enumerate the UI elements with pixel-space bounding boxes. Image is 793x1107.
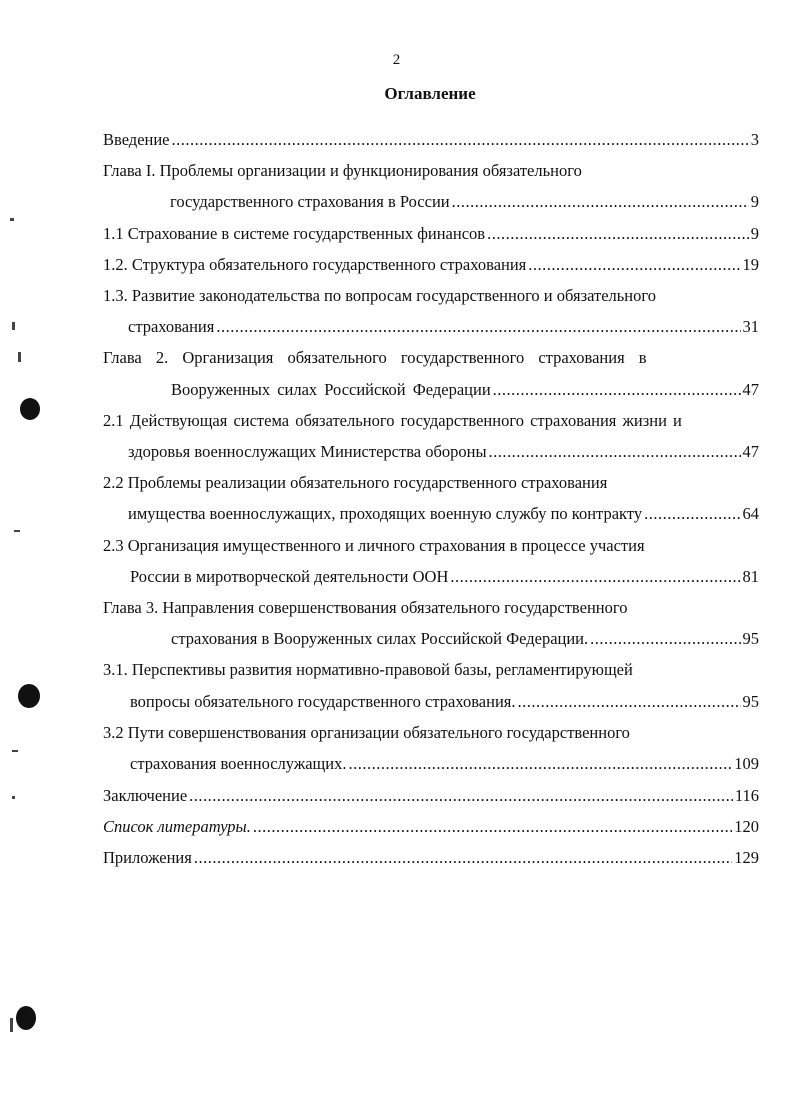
toc-entry-page: 95 [742,692,759,711]
toc-entry-conclusion [103,784,759,808]
toc-entry-chapter-1-line-2 [170,190,759,214]
toc-entry-chapter-1-line-1 [103,159,582,183]
leader-dots [493,378,741,402]
toc-entry-text: Заключение [103,786,188,805]
toc-entry-text: 3.1. Перспективы развития нормативно-правовой базы, регламентирующей [103,660,633,679]
toc-entry-text: 2.3 Организация имущественного и личного страхования в процессе участия [103,536,645,555]
toc-entry-bibliography [103,815,759,839]
toc-entry-text: 1.2. Структура обязательного государственного страхования [103,255,527,274]
toc-entry-2-1-line-1 [103,409,682,433]
toc-entry-2-2-line-2 [128,502,759,526]
toc-title: Оглавление [384,84,476,103]
toc-entry-text: Приложения [103,848,192,867]
toc-entry-3-2-line-1 [103,721,630,745]
leader-dots [590,627,740,651]
toc-entry-2-2-line-1 [103,471,607,495]
leader-dots [189,784,733,808]
leader-dots [452,190,749,214]
toc-entry-chapter-3-line-1 [103,596,627,620]
toc-entry-page: 19 [742,255,759,274]
scan-speck [12,796,15,799]
toc-entry-chapter-2-line-1 [103,346,690,370]
toc-entry-2-3-line-1 [103,534,645,558]
leader-dots [518,690,741,714]
leader-dots [528,253,740,277]
page-number: 2 [392,52,401,68]
toc-entry-1-3-line-2 [128,315,759,339]
leader-dots [253,815,732,839]
scan-speck [10,218,14,221]
toc-entry-2-3-line-2 [130,565,759,589]
leader-dots [644,502,740,526]
toc-entry-text: имущества военнослужащих, проходящих военную службу по контракту [128,504,643,523]
toc-entry-text: страхования в Вооруженных силах Российской Федерации. [171,629,589,648]
toc-entry-page: 64 [742,504,759,523]
toc-entry-1-3-line-1 [103,284,656,308]
toc-entry-page: 9 [750,192,759,211]
scan-speck [18,352,21,362]
toc-entry-text: 3.2 Пути совершенствования организации обязательного государственного [103,723,630,742]
toc-entry-text: Глава 2. Организация обязательного государственного страхования в [103,348,647,367]
toc-entry-text: Глава 3. Направления совершенствования обязательного государственного [103,598,628,617]
toc-entry-page: 3 [750,130,759,149]
toc-entry-page: 9 [750,224,759,243]
leader-dots [450,565,740,589]
toc-entry-3-1-line-1 [103,658,633,682]
toc-entry-page: 129 [734,848,759,867]
toc-entry-appendices [103,846,759,870]
toc-entry-page: 47 [742,442,759,461]
toc-entry-text: 1.3. Развитие законодательства по вопросам государственного и обязательного [103,286,656,305]
toc-entry-chapter-2-line-2 [171,378,759,402]
leader-dots [172,128,749,152]
toc-entry-text: здоровья военнослужащих Министерства обороны [128,442,487,461]
toc-entry-text: государственного страхования в России [170,192,450,211]
binder-hole-mark [18,684,40,708]
toc-entry-text: Глава I. Проблемы организации и функционирования обязательного [103,161,582,180]
leader-dots [216,315,740,339]
leader-dots [348,752,732,776]
toc-entry-page: 95 [742,629,759,648]
toc-entry-page: 116 [734,786,759,805]
binder-hole-mark [16,1006,36,1030]
toc-entry-page: 81 [742,567,759,586]
toc-entry-text: 2.2 Проблемы реализации обязательного государственного страхования [103,473,608,492]
binder-hole-mark [20,398,40,420]
toc-entry-page: 31 [742,317,759,336]
toc-entry-text: Список литературы. [103,817,251,836]
toc-entry-3-2-line-2 [130,752,759,776]
toc-entry-chapter-3-line-2 [171,627,759,651]
toc-entry-text: страхования [128,317,215,336]
toc-entry-page: 120 [734,817,759,836]
scan-speck [14,530,20,532]
scan-speck [12,750,18,752]
toc-entry-text: страхования военнослужащих. [130,754,347,773]
toc-entry-page: 109 [734,754,759,773]
toc-entry-text: вопросы обязательного государственного страхования. [130,692,516,711]
toc-entry-1-2 [103,253,759,277]
toc-entry-page: 47 [742,380,759,399]
toc-entry-text: Введение [103,130,170,149]
toc-entry-text: Вооруженных силах Российской Федерации [171,380,491,399]
leader-dots [194,846,732,870]
toc-entry-1-1 [103,222,759,246]
scan-speck [10,1018,13,1032]
leader-dots [487,222,749,246]
toc-entry-text: 1.1 Страхование в системе государственных финансов [103,224,486,243]
toc-entry-introduction [103,128,759,152]
scan-speck [12,322,15,330]
toc-entry-3-1-line-2 [130,690,759,714]
toc-entry-2-1-line-2 [128,440,759,464]
leader-dots [489,440,741,464]
toc-entry-text: России в миротворческой деятельности ООН [130,567,449,586]
toc-entry-text: 2.1 Действующая система обязательного государственного страхования жизни и [103,411,682,430]
